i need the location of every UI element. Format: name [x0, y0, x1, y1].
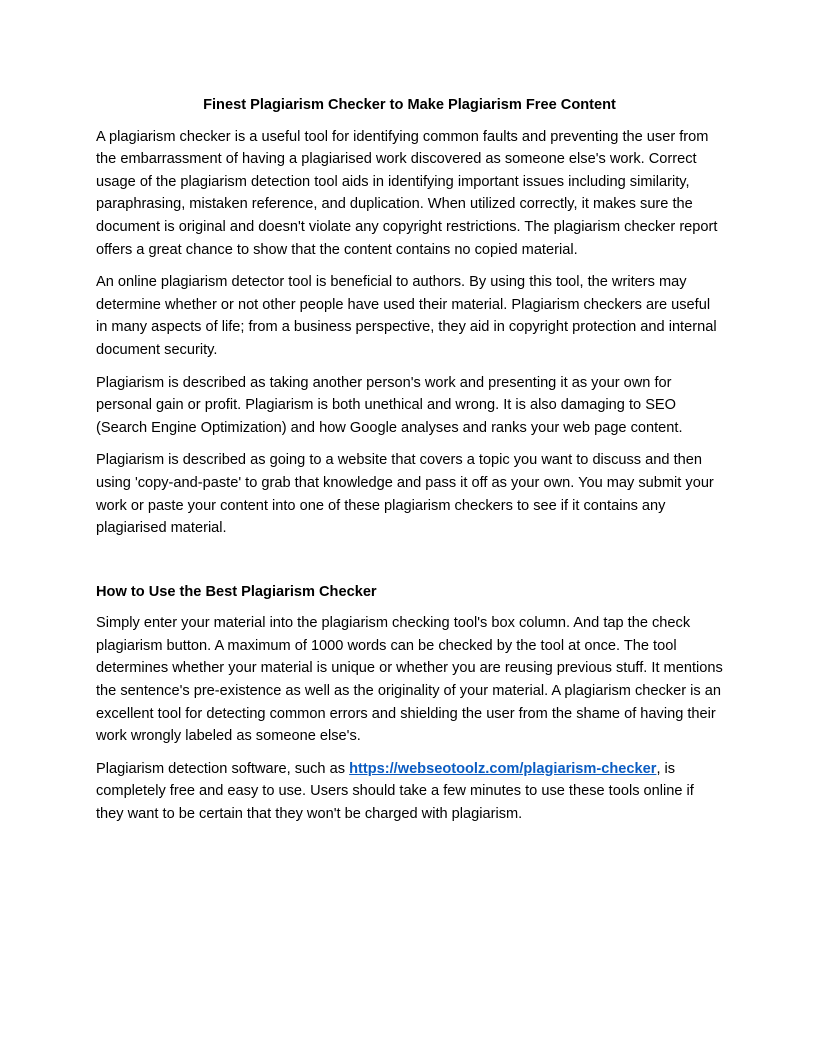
intro-paragraph-3: Plagiarism is described as taking another person's work and presenting it as your own for personal gain or profit. Plagiarism is both unethical and wrong. It is also damaging to SEO (Search Engine Optimization) and how Google analyses and ranks your web page content.: [96, 374, 683, 436]
intro-paragraph-1: A plagiarism checker is a useful tool for identifying common faults and preventing the user from the embarrassment of having a plagiarised work discovered as someone else's work. Correct usage of the plagiarism detection tool aids in identifying important issues including similarity, paraphrasing, mistaken reference, and duplication. When utilized correctly, it makes sure the document is original and doesn't violate any copyright restrictions. The plagiarism checker report offers a great chance to show that the content contains no copied material.: [96, 128, 718, 258]
section-paragraph-2: [96, 758, 723, 826]
document-content: [96, 94, 723, 836]
section-heading: How to Use the Best Plagiarism Checker: [96, 583, 377, 600]
document-title: Finest Plagiarism Checker to Make Plagiarism Free Content: [203, 97, 616, 113]
section-paragraph-2-text-before-link: Plagiarism detection software, such as: [96, 760, 350, 777]
intro-paragraph-4: Plagiarism is described as going to a website that covers a topic you want to discuss and then using 'copy-and-paste' to grab that knowledge and pass it off as your own. You may submit your work or paste your content into one of these plagiarism checkers to see if it contains any plagiarised material.: [96, 452, 714, 537]
plagiarism-checker-link[interactable]: https://webseotoolz.com/plagiarism-checker: [349, 760, 657, 777]
intro-paragraph-2: An online plagiarism detector tool is beneficial to authors. By using this tool, the writers may determine whether or not other people have used their material. Plagiarism checkers are useful in many aspects of life; from a business perspective, they aid in copyright protection and internal document security.: [96, 274, 717, 358]
section-paragraph-1: Simply enter your material into the plagiarism checking tool's box column. And tap the check plagiarism button. A maximum of 1000 words can be checked by the tool at once. The tool determines whether your material is unique or whether you are reusing previous stuff. It mentions the sentence's pre-existence as well as the originality of your material. A plagiarism checker is an excellent tool for detecting common errors and shielding the user from the shame of having their work wrongly labeled as someone else's.: [96, 615, 723, 745]
section-paragraph-2-text-after-link: , is completely free and easy to use. Users should take a few minutes to use these tools online if they want to be certain that they won't be charged with plagiarism.: [96, 760, 694, 823]
section-spacer: [96, 550, 723, 581]
